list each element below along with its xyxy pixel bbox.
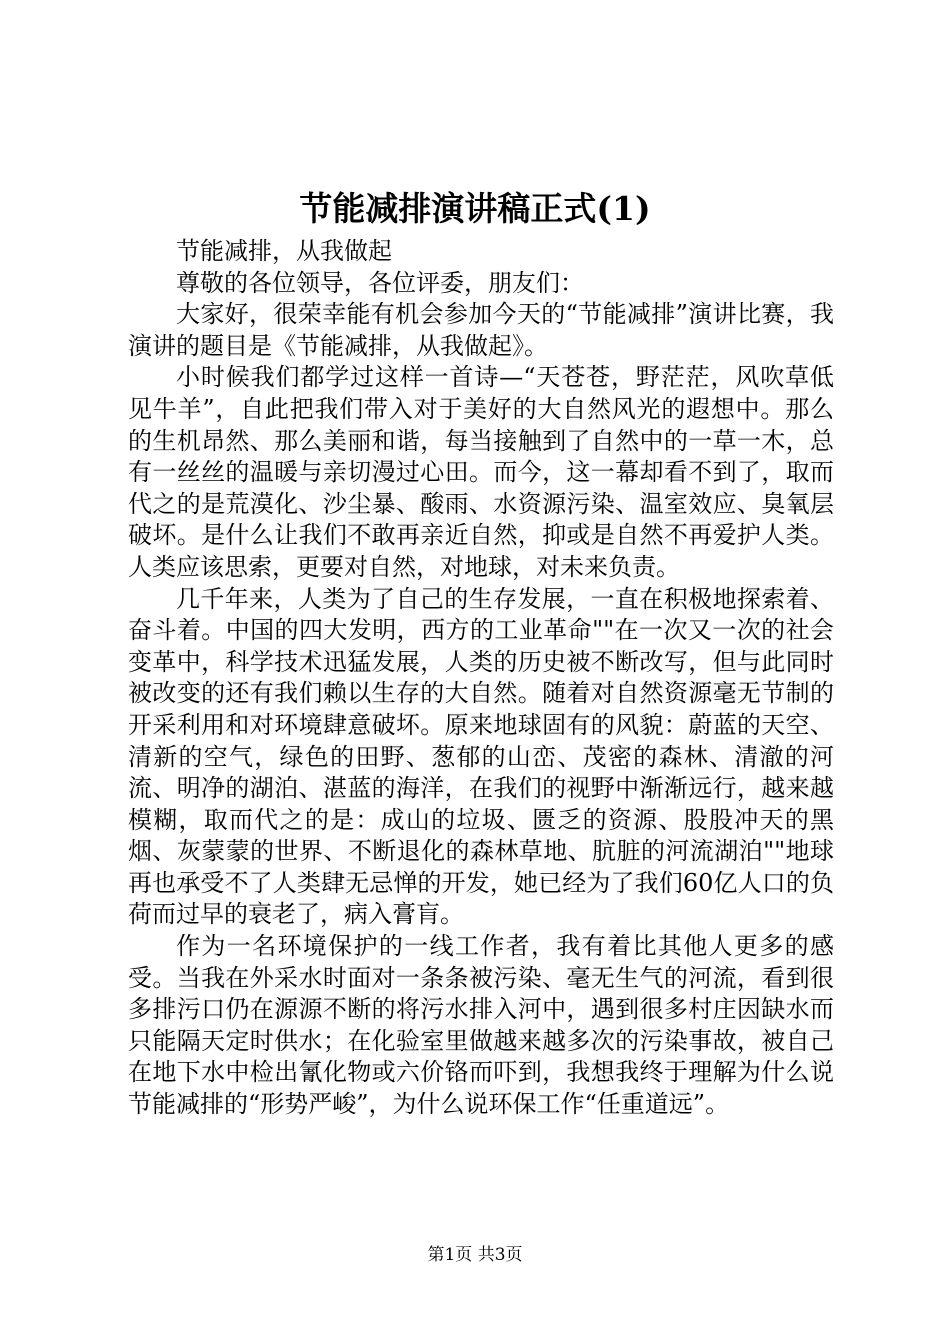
paragraph-experience: 作为一名环境保护的一线工作者，我有着比其他人更多的感受。当我在外采水时面对一条条被污染、毫无生气的河流，看到很多排污口仍在源源不断的将污水排入河中，遇到很多村庄因缺水而只能隔天定时供水；在化验室里做越来越多次的污染事故，被自己在地下水中检出氰化物或六价铬而吓到，我想我终于理解为什么说节能减排的“形势严峻”，为什么说环保工作“任重道远”。 (128, 932, 834, 1119)
paragraph-intro: 大家好，很荣幸能有机会参加今天的“节能减排”演讲比赛，我演讲的题目是《节能减排，从我做起》。 (128, 300, 834, 360)
paragraph-childhood: 小时候我们都学过这样一首诗—“天苍苍，野茫茫，风吹草低见牛羊”，自此把我们带入对于美好的大自然风光的遐想中。那么的生机昂然、那么美丽和谐，每当接触到了自然中的一草一木，总有一丝丝的温暖与亲切漫过心田。而今，这一幕却看不到了，取而代之的是荒漠化、沙尘暴、酸雨、水资源污染、温室效应、臭氧层破坏。是什么让我们不敢再亲近自然，抑或是自然不再爱护人类。人类应该思索，更要对自然，对地球，对未来负责。 (128, 363, 834, 581)
document-body (128, 236, 834, 1121)
speech-subtitle: 节能减排，从我做起 (176, 237, 392, 265)
paragraph-history: 几千年来，人类为了自己的生存发展，一直在积极地探索着、奋斗着。中国的四大发明，西方的工业革命""在一次又一次的社会变革中，科学技术迅猛发展，人类的历史被不断改写，但与此同时被改变的还有我们赖以生存的大自然。随着对自然资源毫无节制的开采利用和对环境肆意破坏。原来地球固有的风貌：蔚蓝的天空、清新的空气，绿色的田野、葱郁的山峦、茂密的森林、清澈的河流、明净的湖泊、湛蓝的海洋，在我们的视野中渐渐远行，越来越模糊，取而代之的是：成山的垃圾、匮乏的资源、股股冲天的黑烟、灰蒙蒙的世界、不断退化的森林草地、肮脏的河流湖泊""地球再也承受不了人类肆无忌惮的开发，她已经为了我们60亿人口的负荷而过早的衰老了，病入膏肓。 (128, 584, 834, 929)
document-title: 节能减排演讲稿正式(1) (299, 189, 651, 228)
salutation: 尊敬的各位领导，各位评委，朋友们： (176, 268, 584, 297)
page-footer: 第1页 共3页 (427, 1245, 523, 1265)
